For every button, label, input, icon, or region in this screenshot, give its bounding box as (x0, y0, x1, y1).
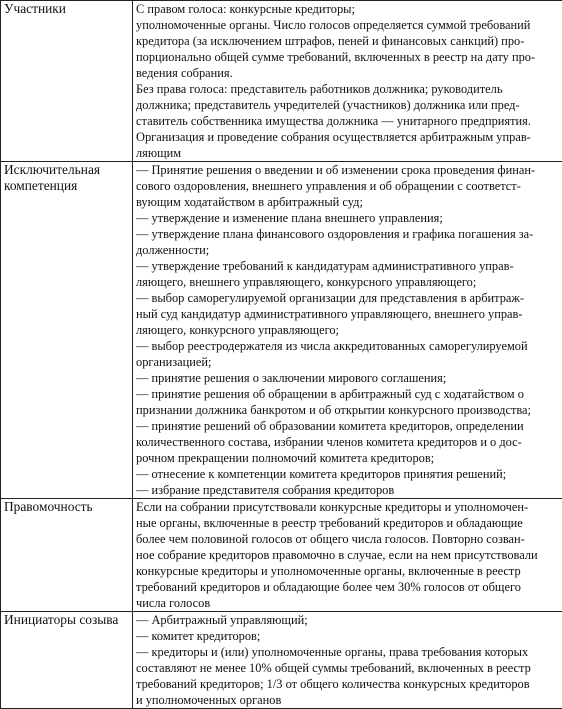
text-line: ные органы, включенные в реестр требований кредиторов и обладающие (136, 515, 561, 531)
table-row (1, 499, 562, 612)
text-line: — отнесение к компетенции комитета кредиторов принятия решений; (136, 466, 561, 482)
row-header-text: Правомочность (4, 499, 93, 514)
text-line: ный суд кандидатур административного управляющего, внешнего управ- (136, 306, 561, 322)
text-line: — Принятие решения о введении и об изменении срока проведения финан- (136, 162, 561, 178)
text-line: организацией; (136, 354, 561, 370)
text-line: — выбор саморегулируемой организации для представления в арбитраж- (136, 290, 561, 306)
text-line: Организация и проведение собрания осуществляется арбитражным управ- (136, 129, 561, 145)
text-line: составляют не менее 10% общей суммы требований, включенных в реестр (136, 660, 561, 676)
text-line: признании должника банкротом и об открытии конкурсного производства; (136, 402, 561, 418)
row-content-initiators (133, 612, 562, 709)
row-header-participants (1, 1, 133, 162)
row-header-text: Инициаторы созыва (4, 612, 118, 627)
text-line: долженности; (136, 242, 561, 258)
text-line: кредитора (за исключением штрафов, пеней и финансовых санкций) про- (136, 33, 561, 49)
text-line: — принятие решений об образовании комитета кредиторов, определении (136, 418, 561, 434)
row-header-exclusive-competence (1, 162, 133, 499)
text-line: должника; представитель учредителей (участников) должника или пред- (136, 97, 561, 113)
table-body (1, 1, 562, 709)
text-line: Если на собрании присутствовали конкурсные кредиторы и уполномочен- (136, 499, 561, 515)
text-line: уполномоченные органы. Число голосов определяется суммой требований (136, 17, 561, 33)
text-line: конкурсные кредиторы и уполномоченные органы, включенные в реестр (136, 563, 561, 579)
text-line: С правом голоса: конкурсные кредиторы; (136, 1, 561, 17)
text-line: числа голосов (136, 595, 561, 611)
text-line: ведения собрания. (136, 65, 561, 81)
text-line: ное собрание кредиторов правомочно в случае, если на нем присутствовали (136, 547, 561, 563)
text-line: — утверждение и изменение плана внешнего управления; (136, 210, 561, 226)
row-header-text: Участники (4, 1, 66, 16)
text-line: требований кредиторов; 1/3 от общего количества конкурсных кредиторов (136, 676, 561, 692)
row-header-quorum (1, 499, 133, 612)
text-line: — утверждение требований к кандидатурам административного управ- (136, 258, 561, 274)
table-row (1, 612, 562, 709)
row-content-exclusive-competence (133, 162, 562, 499)
text-line: рочном прекращении полномочий комитета кредиторов; (136, 450, 561, 466)
text-line: — Арбитражный управляющий; (136, 612, 561, 628)
text-line: ляющего, внешнего управляющего, конкурсного управляющего; (136, 274, 561, 290)
row-content-participants (133, 1, 562, 162)
text-line: — избрание представителя собрания кредиторов (136, 482, 561, 498)
text-line: ставитель собственника имущества должника — унитарного предприятия. (136, 113, 561, 129)
table-row (1, 162, 562, 499)
text-line: вующим ходатайством в арбитражный суд; (136, 194, 561, 210)
text-line: — принятие решения о заключении мирового соглашения; (136, 370, 561, 386)
text-line: ляющим (136, 145, 561, 161)
text-line: — кредиторы и (или) уполномоченные органы, права требования которых (136, 644, 561, 660)
text-line: Без права голоса: представитель работников должника; руководитель (136, 81, 561, 97)
text-line: ляющего, конкурсного управляющего; (136, 322, 561, 338)
row-header-text: Исключительная компетенция (4, 162, 100, 193)
text-line: — утверждение плана финансового оздоровления и графика погашения за- (136, 226, 561, 242)
text-line: требований кредиторов и обладающие более чем 30% голосов от общего (136, 579, 561, 595)
row-header-initiators (1, 612, 133, 709)
text-line: — принятие решения об обращении в арбитражный суд с ходатайством о (136, 386, 561, 402)
text-line: и уполномоченных органов (136, 692, 561, 708)
text-line: — выбор реестродержателя из числа аккредитованных саморегулируемой (136, 338, 561, 354)
text-line: более чем половиной голосов от общего числа голосов. Повторно созван- (136, 531, 561, 547)
text-line: порционально общей сумме требований, включенных в реестр на дату про- (136, 49, 561, 65)
row-content-quorum (133, 499, 562, 612)
table-row (1, 1, 562, 162)
text-line: сового оздоровления, внешнего управления и об обращении с соответст- (136, 178, 561, 194)
text-line: количественного состава, избрании членов комитета кредиторов и о дос- (136, 434, 561, 450)
text-line: — комитет кредиторов; (136, 628, 561, 644)
